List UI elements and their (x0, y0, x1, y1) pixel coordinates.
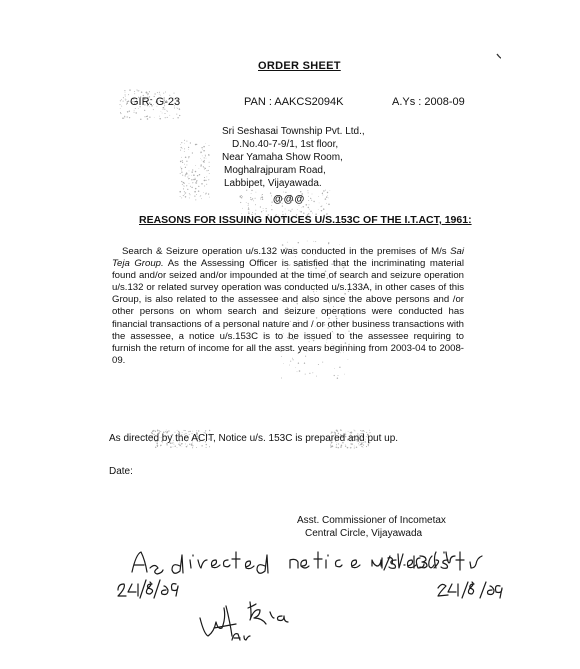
body-text-part2: As the Assessing Officer is satisfied that the incriminating material found and/or seized and/or impounded at the time of search and seizure operation u/s.132 or related survey operation was conducted u/s.133A, in other cases of this Group, is also related to the assessee and also since the above persons and /or other persons on whom search and seizure operations were conducted has financial transactions of a personal nature and / or other business transactions with the assessee, a notice u/s.153C is to be issued to the assessee requiring to furnish the return of income for all the asst. years beginning from 2003-04 to 2008-09. (112, 258, 464, 366)
ornament: @@@ (273, 194, 306, 205)
address-line: Moghalrajpuram Road, (224, 165, 326, 176)
date-label: Date: (109, 466, 133, 477)
address-line: Labbipet, Vijayawada. (224, 178, 322, 189)
body-text-part1: Search & Seizure operation u/s.132 was conducted in the premises of M/s (122, 246, 447, 257)
address-line: Sri Seshasai Township Pvt. Ltd., (222, 126, 365, 137)
address-line: Near Yamaha Show Room, (222, 152, 343, 163)
signature-office: Central Circle, Vijayawada (305, 528, 423, 539)
gir-number: GIR: G-23 (130, 96, 181, 108)
pan-number: PAN : AAKCS2094K (244, 96, 344, 108)
group-name: Sai Teja Group. (112, 246, 464, 270)
reasons-heading: REASONS FOR ISSUING NOTICES U/S.153C OF THE I.T.ACT, 1961: (139, 214, 472, 226)
address-line: D.No.40-7-9/1, 1st floor, (232, 139, 339, 150)
assessment-year: A.Ys : 2008-09 (392, 96, 465, 108)
page-title: ORDER SHEET (258, 60, 341, 72)
margin-mark (496, 46, 502, 52)
directed-note: As directed by the ACIT, Notice u/s. 153C is prepared and put up. (109, 433, 399, 444)
signature-designation: Asst. Commissioner of Incometax (297, 515, 446, 526)
